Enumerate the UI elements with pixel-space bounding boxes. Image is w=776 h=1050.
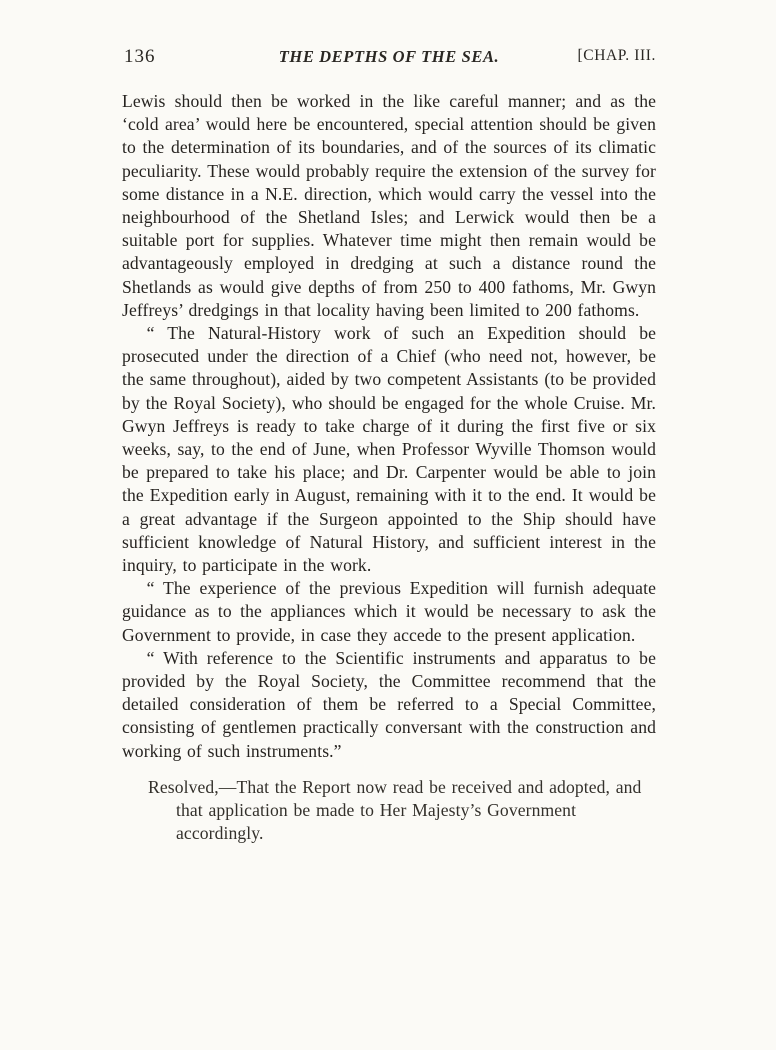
page-body <box>122 90 656 846</box>
running-title: THE DEPTHS OF THE SEA. <box>278 47 500 66</box>
paragraph-lewis-survey: Lewis should then be worked in the like careful manner; and as the ‘cold area’ would here be encountered, special attention should be given to the determination of its boundaries, and of the sources of its climatic peculiarity. These would probably require the extension of the survey for some distance in a N.E. direction, which would carry the vessel into the neighbourhood of the Shetland Isles; and Lerwick would then be a suitable port for supplies. Whatever time might then remain would be advantageously employed in dredging at such a distance round the Shetlands as would give depths of from 250 to 400 fathoms, Mr. Gwyn Jeffreys’ dredgings in that locality having been limited to 200 fathoms. <box>122 91 656 320</box>
paragraph-scientific-instruments: “ With reference to the Scientific instruments and apparatus to be provided by the Royal Society, the Committee recommend that the detailed consideration of them be referred to a Special Committee, consisting of gentlemen practically conversant with the construction and working of such instruments.” <box>122 647 656 761</box>
chapter-label: [CHAP. III. <box>577 47 656 64</box>
resolution-paragraph: Resolved,—That the Report now read be received and adopted, and that application be made to Her Majesty’s Government accordingly. <box>148 776 642 844</box>
page-number: 136 <box>124 46 156 67</box>
page-header <box>122 46 656 72</box>
paragraph-natural-history: “ The Natural-History work of such an Expedition should be prosecuted under the direction of a Chief (who need not, however, be the same throughout), aided by two competent Assistants (to be provided by the Royal Society), who should be engaged for the whole Cruise. Mr. Gwyn Jeffreys is ready to take charge of it during the first five or six weeks, say, to the end of June, when Professor Wyville Thomson would be prepared to take his place; and Dr. Carpenter would be able to join the Expedition early in August, remaining with it to the end. It would be a great advantage if the Surgeon appointed to the Ship should have sufficient knowledge of Natural History, and sufficient interest in the inquiry, to participate in the work. <box>122 323 656 576</box>
paragraph-previous-expedition: “ The experience of the previous Expedition will furnish adequate guidance as to the appliances which it would be necessary to ask the Government to provide, in case they accede to the present application. <box>122 578 656 645</box>
